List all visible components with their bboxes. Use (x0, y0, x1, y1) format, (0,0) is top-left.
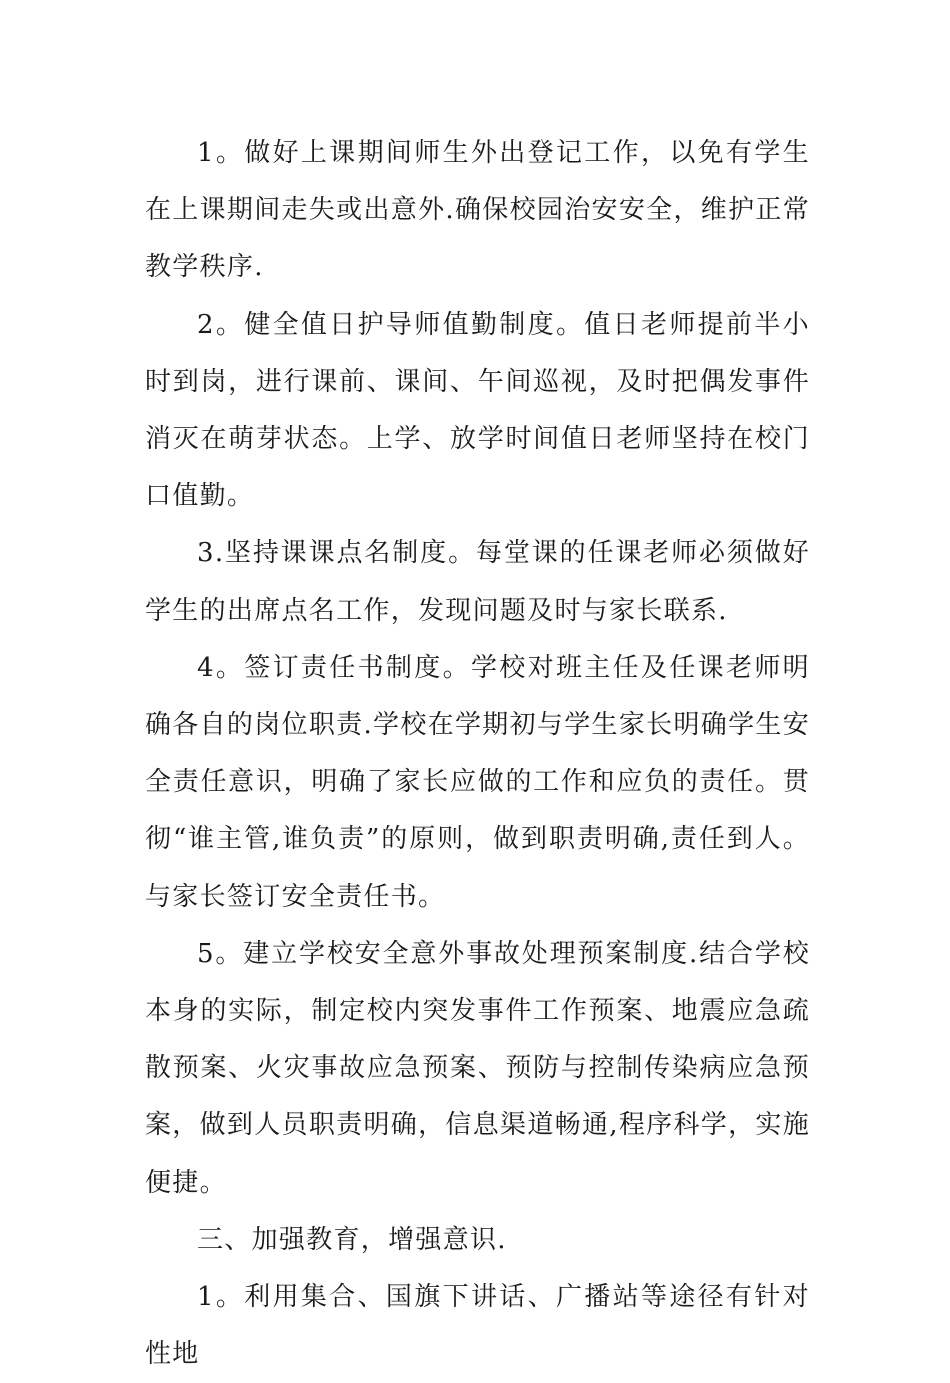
paragraph-6: 1。利用集合、国旗下讲话、广播站等途径有针对性地 (145, 1282, 810, 1370)
paragraph-5: 5。建立学校安全意外事故处理预案制度.结合学校本身的实际，制定校内突发事件工作预案、地震应急疏散预案、火灾事故应急预案、预防与控制传染病应急预案，做到人员职责明确，信息渠道畅通,程序科学，实施便捷。 (145, 938, 810, 1198)
section-heading: 三、加强教育，增强意识. (197, 1224, 507, 1255)
paragraph-1: 1。做好上课期间师生外出登记工作，以免有学生在上课期间走失或出意外.确保校园治安安全，维护正常教学秩序. (145, 138, 810, 283)
paragraph-2: 2。健全值日护导师值勤制度。值日老师提前半小时到岗，进行课前、课间、午间巡视，及时把偶发事件消灭在萌芽状态。上学、放学时间值日老师坚持在校门口值勤。 (145, 309, 810, 512)
document-body (145, 125, 810, 1383)
paragraph-3: 3.坚持课课点名制度。每堂课的任课老师必须做好学生的出席点名工作，发现问题及时与家长联系. (145, 538, 810, 626)
paragraph-4: 4。签订责任书制度。学校对班主任及任课老师明确各自的岗位职责.学校在学期初与学生家长明确学生安全责任意识，明确了家长应做的工作和应负的责任。贯彻“谁主管,谁负责”的原则，做到职责明确,责任到人。与家长签订安全责任书。 (145, 652, 810, 912)
